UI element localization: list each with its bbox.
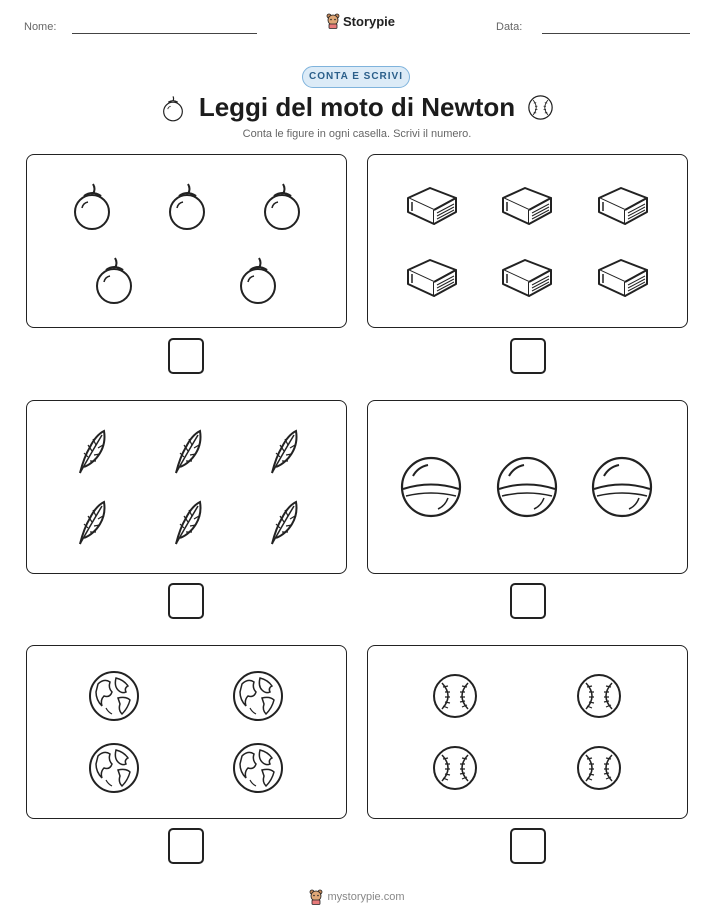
baseball-icon bbox=[576, 673, 622, 719]
book-icon bbox=[595, 256, 651, 300]
marble-ball-icon bbox=[400, 456, 462, 518]
earth-globe-icon bbox=[232, 742, 284, 794]
book-icon bbox=[404, 184, 460, 228]
feather-icon bbox=[168, 427, 204, 477]
baseball-icon bbox=[432, 745, 478, 791]
answer-box-marbles[interactable] bbox=[510, 583, 546, 619]
tomato-icon bbox=[165, 181, 209, 231]
storypie-mascot-icon bbox=[326, 13, 340, 29]
tomato-icon bbox=[70, 181, 114, 231]
brand-name: Storypie bbox=[343, 13, 396, 29]
count-panel-baseballs bbox=[367, 645, 688, 819]
earth-globe-icon bbox=[88, 670, 140, 722]
baseball-icon bbox=[527, 94, 554, 121]
name-field-line[interactable] bbox=[72, 33, 257, 34]
brand-logo bbox=[326, 13, 395, 29]
worksheet-title: Leggi del moto di Newton bbox=[198, 92, 516, 122]
name-label: Nome: bbox=[24, 21, 57, 33]
baseball-icon bbox=[432, 673, 478, 719]
instructions: Conta le figure in ogni casella. Scrivi il numero. bbox=[242, 128, 472, 140]
marble-ball-icon bbox=[591, 456, 653, 518]
answer-box-globes[interactable] bbox=[168, 828, 204, 864]
tomato-icon bbox=[92, 255, 136, 305]
storypie-mascot-icon bbox=[309, 889, 323, 905]
count-panel-books bbox=[367, 154, 688, 328]
earth-globe-icon bbox=[88, 742, 140, 794]
activity-badge: CONTA E SCRIVI bbox=[302, 66, 410, 88]
book-icon bbox=[499, 256, 555, 300]
feather-icon bbox=[72, 427, 108, 477]
footer bbox=[0, 889, 714, 905]
feather-icon bbox=[72, 498, 108, 548]
tomato-icon bbox=[236, 255, 280, 305]
book-icon bbox=[499, 184, 555, 228]
book-icon bbox=[404, 256, 460, 300]
count-panel-globes bbox=[26, 645, 347, 819]
date-label: Data: bbox=[496, 21, 523, 33]
footer-url: mystorypie.com bbox=[327, 891, 405, 903]
tomato-icon bbox=[260, 181, 304, 231]
baseball-icon bbox=[576, 745, 622, 791]
marble-ball-icon bbox=[496, 456, 558, 518]
date-field-line[interactable] bbox=[542, 33, 690, 34]
answer-box-baseballs[interactable] bbox=[510, 828, 546, 864]
answer-box-feathers[interactable] bbox=[168, 583, 204, 619]
answer-box-books[interactable] bbox=[510, 338, 546, 374]
book-icon bbox=[595, 184, 651, 228]
earth-globe-icon bbox=[232, 670, 284, 722]
feather-icon bbox=[264, 498, 300, 548]
feather-icon bbox=[168, 498, 204, 548]
feather-icon bbox=[264, 427, 300, 477]
answer-box-tomatoes[interactable] bbox=[168, 338, 204, 374]
